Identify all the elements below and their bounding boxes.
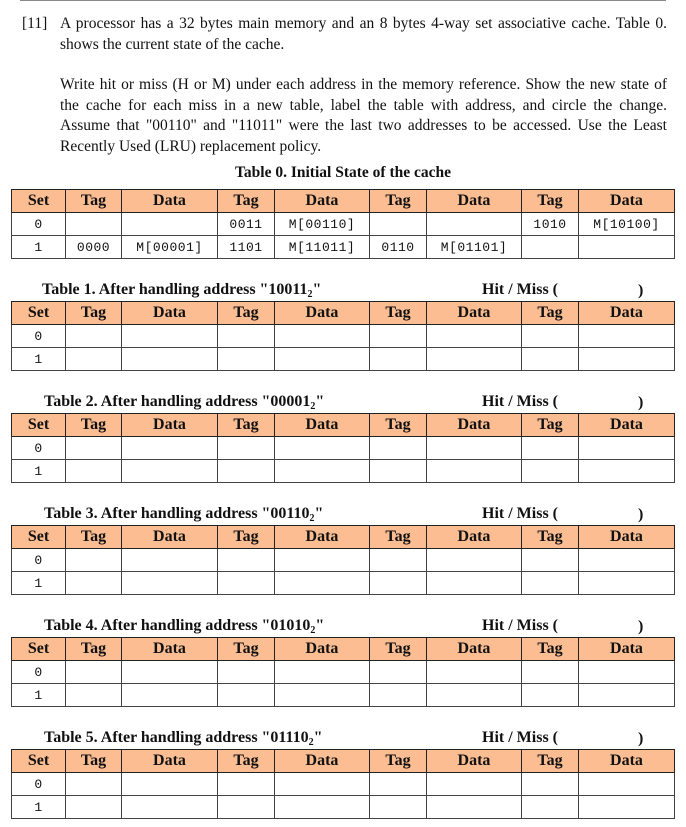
cell-data-3[interactable] (427, 325, 522, 348)
cell-tag-1[interactable] (66, 460, 122, 483)
table-row (12, 661, 675, 684)
table2-title (44, 393, 324, 412)
header-data-4: Data (579, 414, 675, 437)
cell-data-4[interactable] (579, 325, 675, 348)
cell-data-4[interactable] (579, 661, 675, 684)
header-tag-3: Tag (370, 526, 427, 549)
cell-tag-4[interactable] (522, 684, 579, 707)
cell-tag-4[interactable] (522, 549, 579, 572)
header-tag-4: Tag (522, 638, 579, 661)
header-tag-2: Tag (218, 190, 275, 213)
cell-tag-1[interactable] (66, 773, 122, 796)
cell-data-1[interactable] (122, 773, 218, 796)
cell-set: 1 (12, 348, 66, 371)
cell-tag-3[interactable] (370, 348, 427, 371)
header-data-3: Data (427, 414, 522, 437)
cell-tag-2[interactable] (218, 661, 275, 684)
question-instructions: Write hit or miss (H or M) under each address in the memory reference. Show the new state of the cache for each miss in a new table, label the table with address, and circle the change. Assume that "00110" and "11011" were the last two addresses to be accessed. Use the Least Recently Used (LRU) replacement policy. (60, 76, 667, 155)
cell-set: 1 (12, 684, 66, 707)
cell-set: 0 (12, 325, 66, 348)
cell-data-4[interactable] (579, 572, 675, 595)
cell-tag-1[interactable]: 0000 (66, 236, 122, 259)
cache-table-1 (11, 301, 675, 371)
table-row (12, 325, 675, 348)
cache-table-2 (11, 413, 675, 483)
title-suffix: " (312, 281, 322, 298)
title-base-subscript: 2 (310, 625, 316, 636)
cell-data-2[interactable]: M[11011] (275, 236, 370, 259)
title-base-subscript: 2 (307, 289, 313, 300)
header-data-3: Data (427, 638, 522, 661)
cell-data-2[interactable] (275, 572, 370, 595)
cell-data-1[interactable] (122, 213, 218, 236)
header-tag-2: Tag (218, 526, 275, 549)
header-data-2: Data (275, 526, 370, 549)
cell-tag-4[interactable] (522, 460, 579, 483)
cell-data-3[interactable] (427, 348, 522, 371)
header-set: Set (12, 190, 66, 213)
cell-tag-2[interactable] (218, 549, 275, 572)
header-data-4: Data (579, 190, 675, 213)
cell-data-3[interactable] (427, 572, 522, 595)
header-tag-3: Tag (370, 414, 427, 437)
cell-tag-2[interactable] (218, 437, 275, 460)
title-suffix: " (315, 393, 325, 410)
title-address: 00001 (270, 393, 311, 410)
table3-title (44, 505, 323, 524)
question-block (22, 14, 667, 157)
header-tag-3: Tag (370, 638, 427, 661)
cell-set: 0 (12, 213, 66, 236)
header-data-3: Data (427, 190, 522, 213)
cell-data-1[interactable] (122, 460, 218, 483)
cell-data-1[interactable] (122, 549, 218, 572)
cell-data-4[interactable] (579, 684, 675, 707)
cell-data-1[interactable] (122, 796, 218, 819)
title-prefix: Table 3. After handling address " (44, 505, 271, 522)
cell-data-2[interactable] (275, 348, 370, 371)
cell-tag-1[interactable] (66, 572, 122, 595)
cell-data-4[interactable] (579, 773, 675, 796)
top-rule (20, 0, 666, 1)
header-tag-4: Tag (522, 302, 579, 325)
cell-tag-3[interactable] (370, 213, 427, 236)
header-data-4: Data (579, 638, 675, 661)
cell-tag-2[interactable] (218, 773, 275, 796)
table0-title: Table 0. Initial State of the cache (235, 164, 451, 181)
header-data-3: Data (427, 526, 522, 549)
table-row (12, 684, 675, 707)
cell-tag-2[interactable] (218, 325, 275, 348)
question-number: [11] (22, 15, 48, 32)
header-data-4: Data (579, 302, 675, 325)
cell-data-2[interactable] (275, 325, 370, 348)
table-row (12, 549, 675, 572)
header-set: Set (12, 526, 66, 549)
hit-miss-label: Hit / Miss ( (482, 281, 558, 298)
header-tag-1: Tag (66, 750, 122, 773)
cell-data-2[interactable]: M[00110] (275, 213, 370, 236)
header-data-3: Data (427, 750, 522, 773)
cell-tag-4[interactable] (522, 236, 579, 259)
header-data-2: Data (275, 302, 370, 325)
cell-data-2[interactable] (275, 773, 370, 796)
cell-tag-1[interactable] (66, 325, 122, 348)
header-tag-4: Tag (522, 526, 579, 549)
cell-tag-1[interactable] (66, 213, 122, 236)
cell-data-4[interactable]: M[10100] (579, 213, 675, 236)
cell-data-3[interactable] (427, 684, 522, 707)
header-data-2: Data (275, 638, 370, 661)
title-address: 10011 (268, 281, 308, 298)
header-tag-4: Tag (522, 190, 579, 213)
cell-data-4[interactable] (579, 549, 675, 572)
cell-tag-2[interactable] (218, 684, 275, 707)
cell-set: 1 (12, 796, 66, 819)
header-data-2: Data (275, 750, 370, 773)
table-header-row (12, 750, 675, 773)
header-tag-1: Tag (66, 638, 122, 661)
cell-tag-1[interactable] (66, 549, 122, 572)
header-data-4: Data (579, 526, 675, 549)
cell-data-4[interactable] (579, 460, 675, 483)
table-row (12, 348, 675, 371)
cell-tag-4[interactable] (522, 796, 579, 819)
cell-data-3[interactable] (427, 213, 522, 236)
cell-data-2[interactable] (275, 549, 370, 572)
cell-tag-3[interactable] (370, 684, 427, 707)
header-tag-2: Tag (218, 638, 275, 661)
header-tag-1: Tag (66, 190, 122, 213)
hit-miss-label: Hit / Miss ( (482, 393, 558, 410)
cell-tag-1[interactable] (66, 661, 122, 684)
cell-set: 0 (12, 661, 66, 684)
table1-title (42, 281, 321, 300)
cell-tag-2[interactable]: 1101 (218, 236, 275, 259)
header-tag-4: Tag (522, 414, 579, 437)
cache-table-5 (11, 749, 675, 819)
title-prefix: Table 5. After handling address " (44, 729, 271, 746)
cell-tag-3[interactable] (370, 661, 427, 684)
header-tag-3: Tag (370, 302, 427, 325)
cell-data-1[interactable]: M[00001] (122, 236, 218, 259)
cell-data-1[interactable] (122, 572, 218, 595)
header-tag-4: Tag (522, 750, 579, 773)
cell-tag-2[interactable] (218, 796, 275, 819)
header-data-1: Data (122, 750, 218, 773)
header-tag-1: Tag (66, 414, 122, 437)
cell-set: 0 (12, 437, 66, 460)
cell-data-2[interactable] (275, 460, 370, 483)
header-tag-1: Tag (66, 526, 122, 549)
cell-data-3[interactable] (427, 549, 522, 572)
title-suffix: " (314, 505, 324, 522)
hit-miss-label: Hit / Miss ( (482, 505, 558, 522)
cell-tag-3[interactable] (370, 773, 427, 796)
cell-data-2[interactable] (275, 684, 370, 707)
title-base-subscript: 2 (310, 401, 316, 412)
header-data-4: Data (579, 750, 675, 773)
table-row (12, 460, 675, 483)
hit-miss-close-paren: ) (638, 506, 644, 523)
cell-tag-3[interactable] (370, 796, 427, 819)
cell-data-1[interactable] (122, 684, 218, 707)
table-row (12, 773, 675, 796)
cell-data-3[interactable] (427, 661, 522, 684)
cell-tag-3[interactable] (370, 437, 427, 460)
title-base-subscript: 2 (309, 513, 315, 524)
hit-miss-close-paren: ) (638, 730, 644, 747)
cell-data-4[interactable] (579, 348, 675, 371)
title-address: 00110 (270, 505, 310, 522)
cell-data-3[interactable] (427, 773, 522, 796)
cell-tag-2[interactable]: 0011 (218, 213, 275, 236)
cell-tag-1[interactable] (66, 348, 122, 371)
cell-data-3[interactable] (427, 437, 522, 460)
cell-tag-4[interactable]: 1010 (522, 213, 579, 236)
cell-tag-3[interactable] (370, 572, 427, 595)
cell-set: 1 (12, 572, 66, 595)
table4-title (44, 617, 324, 636)
hit-miss-label: Hit / Miss ( (482, 617, 558, 634)
table-header-row (12, 414, 675, 437)
table-header-row (12, 638, 675, 661)
table-row (12, 437, 675, 460)
title-address: 01110 (270, 729, 309, 746)
table-header-row (12, 302, 675, 325)
cell-data-4[interactable] (579, 796, 675, 819)
cell-tag-4[interactable] (522, 661, 579, 684)
table5-title (44, 729, 323, 748)
cell-data-3[interactable]: M[01101] (427, 236, 522, 259)
header-tag-2: Tag (218, 750, 275, 773)
cell-tag-4[interactable] (522, 773, 579, 796)
cell-tag-4[interactable] (522, 572, 579, 595)
title-prefix: Table 4. After handling address " (44, 617, 271, 634)
header-tag-2: Tag (218, 302, 275, 325)
header-set: Set (12, 414, 66, 437)
cell-tag-3[interactable] (370, 460, 427, 483)
hit-miss-close-paren: ) (638, 618, 644, 635)
cell-tag-4[interactable] (522, 437, 579, 460)
header-data-1: Data (122, 526, 218, 549)
header-data-1: Data (122, 190, 218, 213)
question-intro: A processor has a 32 bytes main memory and an 8 bytes 4-way set associative cache. Table 0. shows the current state of the cache. (60, 15, 667, 53)
header-tag-2: Tag (218, 414, 275, 437)
cell-data-1[interactable] (122, 348, 218, 371)
header-tag-3: Tag (370, 190, 427, 213)
cell-tag-1[interactable] (66, 684, 122, 707)
title-prefix: Table 1. After handling address " (42, 281, 269, 298)
cell-data-1[interactable] (122, 437, 218, 460)
cell-set: 0 (12, 773, 66, 796)
cell-data-3[interactable] (427, 796, 522, 819)
cell-tag-1[interactable] (66, 796, 122, 819)
cell-data-2[interactable] (275, 796, 370, 819)
cell-data-1[interactable] (122, 325, 218, 348)
title-suffix: " (313, 729, 323, 746)
header-set: Set (12, 750, 66, 773)
table-row (12, 236, 675, 259)
cell-set: 1 (12, 236, 66, 259)
hit-miss-close-paren: ) (638, 282, 644, 299)
header-data-2: Data (275, 190, 370, 213)
header-data-1: Data (122, 638, 218, 661)
cell-data-4[interactable] (579, 437, 675, 460)
title-base-subscript: 2 (308, 737, 314, 748)
cache-table-4 (11, 637, 675, 707)
cell-tag-3[interactable]: 0110 (370, 236, 427, 259)
cell-tag-4[interactable] (522, 325, 579, 348)
cell-set: 0 (12, 549, 66, 572)
title-address: 01010 (270, 617, 311, 634)
cell-tag-3[interactable] (370, 549, 427, 572)
cell-set: 1 (12, 460, 66, 483)
header-tag-1: Tag (66, 302, 122, 325)
cell-tag-4[interactable] (522, 348, 579, 371)
cell-data-2[interactable] (275, 661, 370, 684)
cell-tag-2[interactable] (218, 572, 275, 595)
header-data-1: Data (122, 414, 218, 437)
table-header-row (12, 526, 675, 549)
cache-table-0 (11, 189, 675, 259)
cell-tag-2[interactable] (218, 460, 275, 483)
header-set: Set (12, 302, 66, 325)
hit-miss-label: Hit / Miss ( (482, 729, 558, 746)
table-row (12, 213, 675, 236)
cell-data-1[interactable] (122, 661, 218, 684)
table-header-row (12, 190, 675, 213)
cache-table-3 (11, 525, 675, 595)
table-row (12, 572, 675, 595)
table-row (12, 796, 675, 819)
cell-data-4[interactable] (579, 236, 675, 259)
header-data-1: Data (122, 302, 218, 325)
header-data-3: Data (427, 302, 522, 325)
cell-tag-2[interactable] (218, 348, 275, 371)
title-suffix: " (315, 617, 325, 634)
cell-tag-1[interactable] (66, 437, 122, 460)
header-tag-3: Tag (370, 750, 427, 773)
cell-data-3[interactable] (427, 460, 522, 483)
header-data-2: Data (275, 414, 370, 437)
title-prefix: Table 2. After handling address " (44, 393, 271, 410)
cell-data-2[interactable] (275, 437, 370, 460)
header-set: Set (12, 638, 66, 661)
hit-miss-close-paren: ) (638, 394, 644, 411)
cell-tag-3[interactable] (370, 325, 427, 348)
